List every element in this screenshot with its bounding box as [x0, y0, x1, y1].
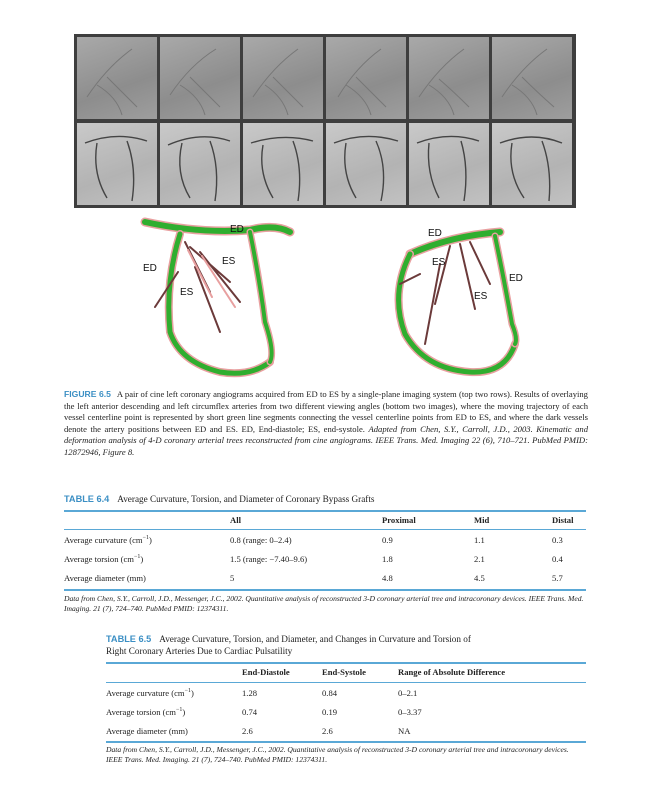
col-header: End-Systole — [322, 667, 366, 677]
caption-source: Adapted from Chen, S.Y., Carroll, J.D., 2003. Kinematic and deformation analysis of 4-D coronary arterial trees reconstructed from cine angiograms. IEEE Trans. Med. Imaging 22 (6), 710–721. PubMed PMID: 12872946, Figure 8. — [64, 423, 588, 457]
table-title-line2: Right Coronary Arteries Due to Cardiac Pulsatility — [106, 646, 293, 656]
coronary-tree-left — [140, 212, 300, 384]
cell-distal: 5.7 — [552, 573, 563, 583]
angiogram-strip-bottom — [74, 120, 576, 208]
angiogram-frame — [326, 37, 406, 119]
label-es: ES — [180, 287, 194, 298]
angiogram-frame — [160, 123, 240, 205]
cell-end-diastole: 0.74 — [242, 707, 258, 717]
angiogram-frame — [243, 37, 323, 119]
table-title: Average Curvature, Torsion, and Diameter, and Changes in Curvature and Torsion of — [159, 634, 471, 644]
table-note: Data from Chen, S.Y., Carroll, J.D., Messenger, J.C., 2002. Quantitative analysis of reconstructed 3-D coronary arterial tree and intracoronary devices. IEEE Trans. Med. Imaging. 21 (7), 724–740. PubMed PMID: 12374311. — [64, 594, 584, 613]
angiogram-frame — [492, 37, 572, 119]
table-label: TABLE 6.5 — [106, 634, 152, 644]
cell-end-diastole: 2.6 — [242, 726, 253, 736]
row-label: Average diameter (mm) — [106, 726, 188, 736]
angiogram-frame — [77, 123, 157, 205]
cell-end-systole: 0.19 — [322, 707, 338, 717]
figure-caption — [64, 389, 588, 459]
cell-all: 5 — [230, 573, 235, 583]
label-ed: ED — [509, 273, 523, 284]
col-header: Range of Absolute Difference — [398, 667, 506, 677]
cell-range: NA — [398, 726, 411, 736]
cell-end-diastole: 1.28 — [242, 688, 258, 698]
cell-end-systole: 2.6 — [322, 726, 333, 736]
col-header: Distal — [552, 515, 574, 525]
angiogram-strip-top — [74, 34, 576, 122]
cell-range: 0–3.37 — [398, 707, 422, 717]
cell-mid: 4.5 — [474, 573, 485, 583]
angiogram-frame — [160, 37, 240, 119]
angiogram-frame — [409, 37, 489, 119]
label-ed: ED — [143, 263, 157, 274]
table-6-5-title — [106, 633, 586, 657]
col-header: All — [230, 515, 241, 525]
cell-proximal: 4.8 — [382, 573, 393, 583]
table-rule-mid — [106, 682, 586, 683]
row-label: Average diameter (mm) — [64, 573, 146, 583]
table-label: TABLE 6.4 — [64, 494, 110, 504]
table-6-4-title — [64, 493, 374, 505]
table-note: Data from Chen, S.Y., Carroll, J.D., Messenger, J.C., 2002. Quantitative analysis of reconstructed 3-D coronary arterial tree and intracoronary devices. IEEE Trans. Med. Imaging. 21 (7), 724–740. PubMed PMID: 12374311. — [106, 745, 569, 764]
row-label: Average curvature $(cm^{-1})$ — [106, 688, 194, 698]
angiogram-frame — [326, 123, 406, 205]
cell-proximal: 0.9 — [382, 535, 393, 545]
table-rule-top — [106, 662, 586, 664]
cell-end-systole: 0.84 — [322, 688, 338, 698]
figure-label: FIGURE 6.5 — [64, 389, 111, 399]
cell-distal: 0.3 — [552, 535, 563, 545]
row-label: Average curvature $(cm^{-1})$ — [64, 535, 152, 545]
table-rule-bottom — [64, 589, 586, 591]
angiogram-frame — [243, 123, 323, 205]
col-header: Proximal — [382, 515, 416, 525]
label-ed: ED — [428, 228, 442, 239]
label-es: ES — [222, 256, 236, 267]
angiogram-frame — [409, 123, 489, 205]
caption-text: A pair of cine left coronary angiograms acquired from ED to ES by a single-plane imaging system (top two rows). Results of overlaying the left anterior descending and left circumflex arteries from two different viewing angles (bottom two images), where the moving trajectory of each vessel centerline point is represented by short green line segments connecting the vessel centerline points from ED to ES, and where the dark vessels denote the artery positions between ED and ES. ED, End-diastole; ES, end-systole. — [64, 389, 588, 434]
row-label: Average torsion $(cm^{-1})$ — [106, 707, 186, 717]
cell-range: 0–2.1 — [398, 688, 418, 698]
cell-distal: 0.4 — [552, 554, 563, 564]
label-ed: ED — [230, 224, 244, 235]
angiogram-frame — [77, 37, 157, 119]
table-rule-bottom — [106, 741, 586, 743]
col-header: End-Diastole — [242, 667, 290, 677]
col-header: Mid — [474, 515, 490, 525]
cell-mid: 2.1 — [474, 554, 485, 564]
cell-all: 1.5 (range: −7.40–9.6) — [230, 554, 308, 564]
label-es: ES — [432, 257, 446, 268]
table-title: Average Curvature, Torsion, and Diameter of Coronary Bypass Grafts — [117, 494, 375, 504]
cell-mid: 1.1 — [474, 535, 485, 545]
table-rule-mid — [64, 529, 586, 530]
label-es: ES — [474, 291, 488, 302]
coronary-tree-right — [380, 224, 530, 384]
row-label: Average torsion $(cm^{-1})$ — [64, 554, 144, 564]
cell-proximal: 1.8 — [382, 554, 393, 564]
angiogram-frame — [492, 123, 572, 205]
table-rule-top — [64, 510, 586, 512]
cell-all: 0.8 (range: 0–2.4) — [230, 535, 292, 545]
